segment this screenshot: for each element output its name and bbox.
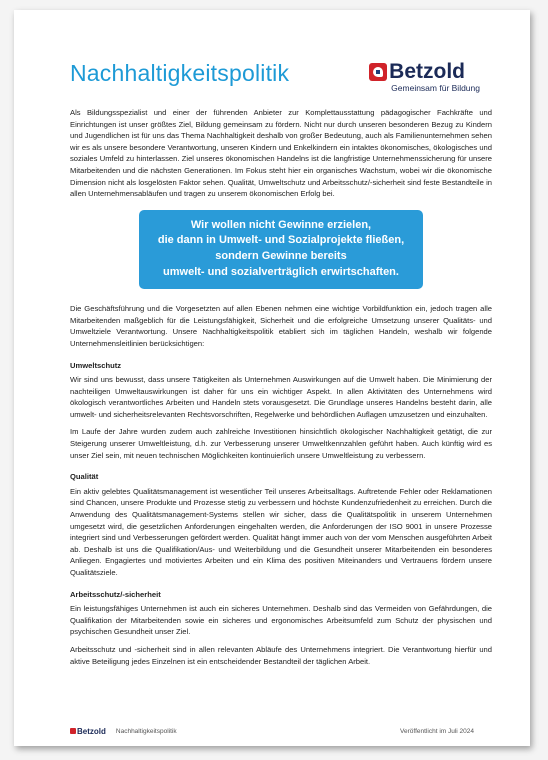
environment-paragraph: Im Laufe der Jahre wurden zudem auch zahlreiche Investitionen hinsichtlich ökologischer Nachhaltigkeit getätigt, die zur Steigerung unserer Umweltleistung, d.h. zur Verbesserung unserer Umweltkennzahlen geführt haben. Auch künftig wird es unser Ziel sein, mit neuen technischen Möglichkeiten kontinuierlich unsere Umweltleistung zu verbessern. <box>70 427 492 460</box>
callout-line: umwelt- und sozialverträglich erwirtschaften. <box>163 265 399 278</box>
callout-line: Wir wollen nicht Gewinne erzielen, <box>190 218 372 231</box>
callout-line: die dann in Umwelt- und Sozialprojekte fließen, <box>157 234 405 247</box>
leadership-paragraph: Die Geschäftsführung und die Vorgesetzten auf allen Ebenen nehmen eine wichtige Vorbildfunktion ein, jedoch tragen alle Mitarbeitenden maßgeblich für die Leistungsfähigkeit, Sicherheit und die erfolgreiche Umsetzung unserer Qualitäts- und Umweltziele Verantwortung. Unsere Nachhaltigkeitspolitik etabliert sich im täglichen Handeln, weshalb wir folgende Unternehmensleitlinien berücksichtigen: <box>70 304 492 348</box>
document-page <box>14 10 530 746</box>
page-footer <box>70 724 474 738</box>
quality-paragraph: Ein aktiv gelebtes Qualitätsmanagement ist wesentlicher Teil unseres Arbeitsalltags. Auftretende Fehler oder Reklamationen sind Chancen, unsere Produkte und Prozesse stetig zu verbessern und höchste Kundenzufriedenheit zu erreichen. Durch die Anwendung des Qualitätsmanagement-Systems stellen wir sicher, dass die Qualitätspolitik in unserem Unternehmen umgesetzt wird, die gesetzlichen Anforderungen eingehalten werden, die Anforderungen der ISO 9001 in unsere Prozesse integriert sind und Verbesserungen gefördert werden. Qualität hängt immer auch von der vom Menschen ausgeführten Arbeit ab. Deshalb ist uns die Qualifikation/Aus- und Weiterbildung und die Gesundheit unserer Mitarbeitenden ein besonderes Anliegen. Engagiertes und motiviertes Arbeiten und ein Klima des positiven Miteinanders und Vertrauens fördern unsere Qualitätsziele. <box>70 486 492 577</box>
safety-paragraph: Ein leistungsfähiges Unternehmen ist auch ein sicheres Unternehmen. Deshalb sind das Vermeiden von Gefährdungen, die Qualifikation der Mitarbeitenden sowie ein sicheres und ergonomisches Arbeitsumfeld zum Schutz der physischen und psychischen Gesundheit unser Ziel. <box>70 604 492 637</box>
environment-paragraph: Wir sind uns bewusst, dass unsere Tätigkeiten als Unternehmen Auswirkungen auf die Umwelt haben. Die Minimierung der nachteiligen Umweltauswirkungen ist daher für uns ein wichtiger Aspekt. In allen Aktivitäten des Unternehmens wird ökologisch verantwortliches Arbeiten und Handeln stets vorausgesetzt. Die Grundlage unseres Handelns besteht darin, alle umwelt- und sicherheitsrelevanten Rechtsvorschriften, Regelwerke und behördlichen Auflagen umzusetzen und einzuhalten. <box>70 375 492 419</box>
footer-logo-mark-icon <box>70 728 76 734</box>
section-heading-environment: Umweltschutz <box>70 360 122 370</box>
section-heading-quality: Qualität <box>70 472 99 482</box>
company-logo <box>369 60 480 93</box>
page-title: Nachhaltigkeitspolitik <box>70 60 290 86</box>
footer-doc-title: Nachhaltigkeitspolitik <box>115 727 177 735</box>
logo-mark-icon <box>369 63 387 81</box>
footer-logo <box>70 727 106 736</box>
footer-published-date: Veröffentlicht im Juli 2024 <box>400 727 474 735</box>
logo-tagline: Gemeinsam für Bildung <box>391 83 480 93</box>
callout-box <box>139 210 423 289</box>
safety-paragraph: Arbeitsschutz und -sicherheit sind in allen relevanten Abläufe des Unternehmens integriert. Die Verantwortung hierfür und aktive Beteiligung jedes Einzelnen ist ein entscheidender Bestandteil der täglichen Arbeit. <box>70 644 492 666</box>
callout-line: sondern Gewinne bereits <box>215 249 347 262</box>
logo-name: Betzold <box>389 60 465 83</box>
section-heading-safety: Arbeitsschutz/-sicherheit <box>70 589 161 599</box>
footer-logo-name: Betzold <box>77 726 106 736</box>
intro-paragraph: Als Bildungsspezialist und einer der führenden Anbieter zur Komplettausstattung pädagogischer Fachkräfte und Einrichtungen ist unser größtes Ziel, Bildung gemeinsam zu fördern. Nicht nur durch unseren besonderen Bezug zu Kindern und Jugendlichen ist für uns das Thema Nachhaltigkeit deshalb von großer Bedeutung, auch als Familienunternehmen sehen wir es als unsere besondere Verantwortung, unseren Kindern und Enkelkindern ein intaktes ökonomisches, ökologisches und soziales Umfeld zu hinterlassen. Ziel unseres ökonomischen Handelns ist die langfristige Unternehmenssicherung für unsere Mitarbeitenden und die nächsten Generationen. Im Fokus steht hier ein organisches Wachstum, wobei wir die ökonomische Dimension nicht als losgelösten Faktor sehen. Qualität, Umweltschutz und Arbeitsschutz/-sicherheit sind feste Bestandteile in allen Unternehmensabläufen und tragen zu unserem ökonomischen Erfolg bei. <box>70 108 492 199</box>
document-body <box>70 107 492 673</box>
